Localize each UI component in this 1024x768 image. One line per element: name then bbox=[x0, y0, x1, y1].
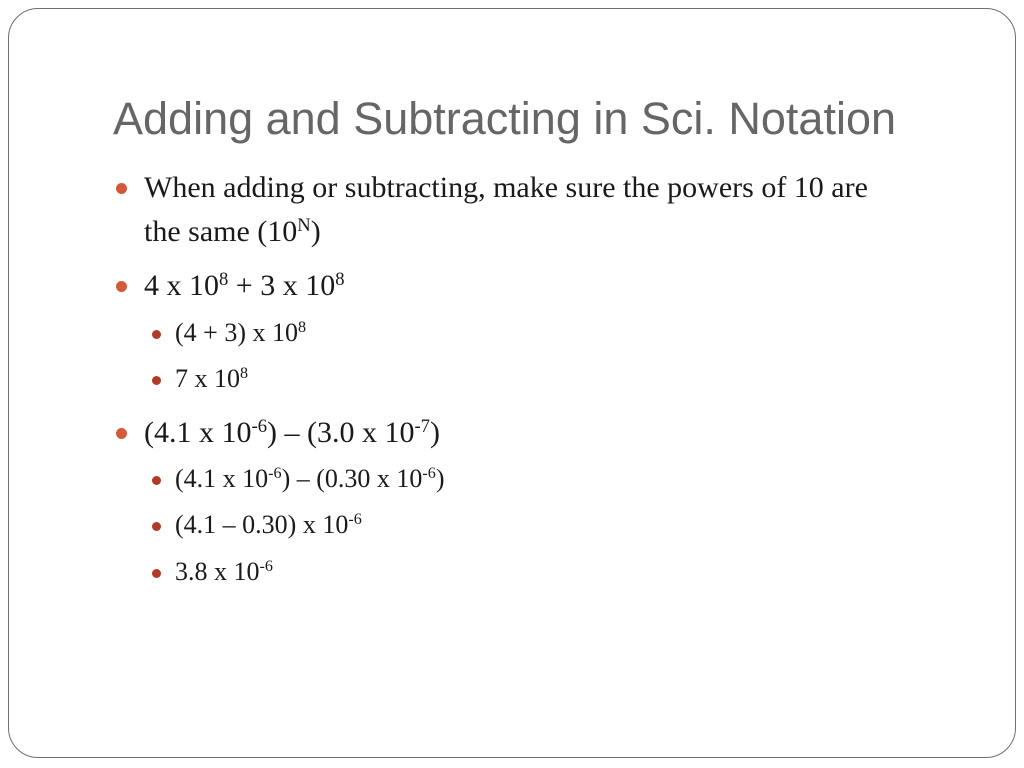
slide-title: Adding and Subtracting in Sci. Notation bbox=[113, 93, 896, 144]
bullet-text-continuation: the same $(10^N)$ bbox=[144, 214, 321, 248]
sub-bullet-dot bbox=[152, 330, 161, 339]
sub-bullet-text: (4.1 – 0.30) x $10^{-6}$ bbox=[175, 510, 362, 539]
bullet-dot bbox=[116, 428, 127, 439]
bullet-dot bbox=[116, 281, 127, 292]
sub-bullet-text: 7 x $10^8$ bbox=[175, 364, 249, 393]
bullet-text: (4.1 x $10^{-6}) - (3.0$ x $10^{-7}$) bbox=[144, 415, 440, 449]
sub-bullet-text: (4 + 3) x $10^8$ bbox=[175, 318, 307, 347]
sub-bullet-dot bbox=[152, 476, 161, 485]
bullet-text: 4 x $10^8 + 3$ x $10^8$ bbox=[144, 268, 345, 302]
bullet-text: When adding or subtracting, make sure the powers of 10 are bbox=[144, 171, 868, 204]
bullet-dot bbox=[116, 183, 127, 194]
sub-bullet-dot bbox=[152, 522, 161, 531]
sub-bullet-dot bbox=[152, 569, 161, 578]
sub-bullet-text: (4.1 x $10^{-6}) - (0.30$ x $10^{-6}$) bbox=[175, 464, 445, 493]
sub-bullet-dot bbox=[152, 376, 161, 385]
sub-bullet-text: 3.8 x $10^{-6}$ bbox=[175, 557, 273, 586]
